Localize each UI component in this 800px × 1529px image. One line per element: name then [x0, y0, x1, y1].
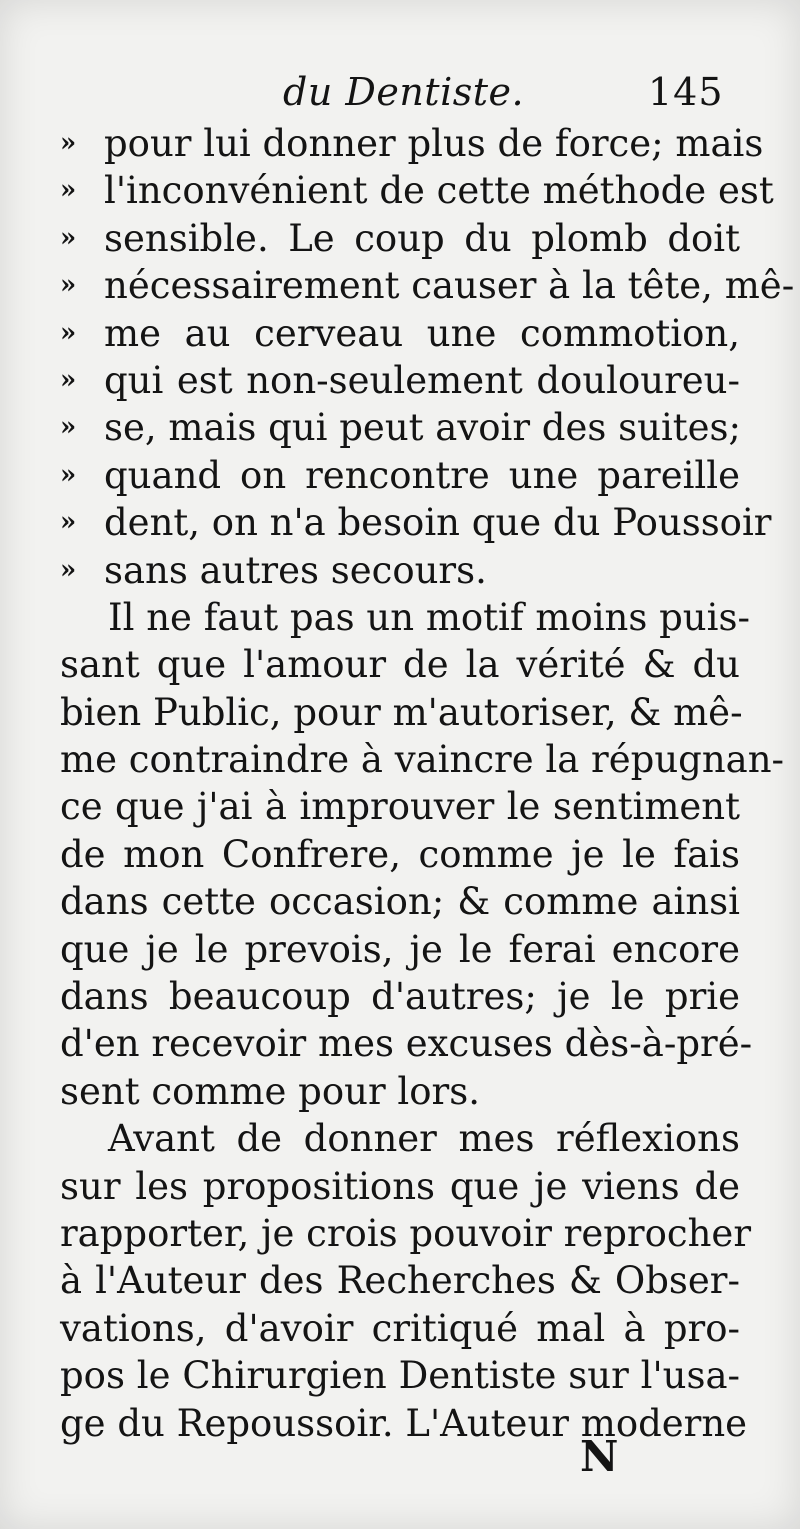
line-text: me au cerveau une commotion, — [104, 311, 740, 355]
body-text — [60, 120, 795, 1447]
text-line — [60, 736, 785, 783]
text-line — [60, 594, 750, 641]
text-line — [60, 1400, 748, 1447]
text-line — [60, 689, 743, 736]
text-line — [60, 310, 740, 357]
line-text: sensible. Le coup du plomb doit — [104, 216, 740, 260]
text-line — [60, 973, 740, 1020]
line-text: sans autres secours. — [104, 548, 487, 592]
line-text: Il ne faut pas un motif moins puis- — [108, 595, 750, 639]
text-line — [60, 1210, 752, 1257]
text-line — [60, 120, 764, 167]
text-line — [60, 547, 740, 594]
text-line — [60, 357, 740, 404]
line-text: sant que l'amour de la vérité & du — [60, 643, 740, 687]
text-line — [60, 1163, 740, 1210]
line-text: à l'Auteur des Recherches & Obser- — [60, 1259, 740, 1303]
text-line — [60, 499, 772, 546]
text-line — [60, 926, 740, 973]
text-line — [60, 783, 740, 830]
text-line — [60, 1020, 753, 1067]
page-header — [0, 70, 800, 126]
line-text: sur les propositions que je viens de — [60, 1164, 740, 1208]
quote-mark: » — [60, 554, 77, 585]
line-text: d'en recevoir mes excuses dès-à-pré- — [60, 1022, 753, 1066]
quote-mark: » — [60, 364, 77, 395]
quote-mark: » — [60, 175, 77, 206]
line-text: l'inconvénient de cette méthode est — [104, 169, 774, 213]
line-text: pos le Chirurgien Dentiste sur l'usa- — [60, 1354, 740, 1398]
text-line — [60, 215, 740, 262]
text-line — [60, 404, 740, 451]
text-line — [60, 878, 740, 925]
running-title: du Dentiste. — [283, 70, 525, 114]
text-line — [60, 1305, 740, 1352]
line-text: dans cette occasion; & comme ainsi — [60, 880, 740, 924]
text-line — [60, 1257, 740, 1304]
line-text: Avant de donner mes réflexions — [108, 1117, 740, 1161]
line-text: rapporter, je crois pouvoir reprocher — [60, 1211, 752, 1255]
text-line — [60, 1115, 740, 1162]
line-text: de mon Confrere, comme je le fais — [60, 832, 740, 876]
text-line — [60, 1352, 740, 1399]
line-text: vations, d'avoir critiqué mal à pro- — [60, 1306, 740, 1350]
signature-mark: N — [580, 1432, 619, 1481]
line-text: ge du Repoussoir. L'Auteur moderne — [60, 1401, 748, 1445]
line-text: dent, on n'a besoin que du Poussoir — [104, 501, 772, 545]
text-line — [60, 831, 740, 878]
quote-mark: » — [60, 459, 77, 490]
line-text: me contraindre à vaincre la répugnan- — [60, 738, 785, 782]
text-line — [60, 262, 795, 309]
quote-mark: » — [60, 317, 77, 348]
text-line — [60, 1068, 740, 1115]
line-text: bien Public, pour m'autoriser, & mê- — [60, 690, 743, 734]
line-text: qui est non-seulement douloureu- — [104, 358, 740, 402]
text-line — [60, 167, 774, 214]
quote-mark: » — [60, 507, 77, 538]
text-line — [60, 641, 740, 688]
quote-mark: » — [60, 222, 77, 253]
quote-mark: » — [60, 270, 77, 301]
page-number: 145 — [648, 70, 724, 114]
line-text: nécessairement causer à la tête, mê- — [104, 264, 795, 308]
line-text: quand on rencontre une pareille — [104, 453, 740, 497]
line-text: se, mais qui peut avoir des suites; — [104, 406, 742, 450]
text-line — [60, 452, 740, 499]
line-text: dans beaucoup d'autres; je le prie — [60, 975, 740, 1019]
quote-mark: » — [60, 412, 77, 443]
quote-mark: » — [60, 128, 77, 158]
line-text: ce que j'ai à improuver le sentiment — [60, 785, 740, 829]
line-text: sent comme pour lors. — [60, 1069, 480, 1113]
line-text: pour lui donner plus de force; mais — [104, 122, 764, 165]
line-text: que je le prevois, je le ferai encore — [60, 927, 740, 971]
